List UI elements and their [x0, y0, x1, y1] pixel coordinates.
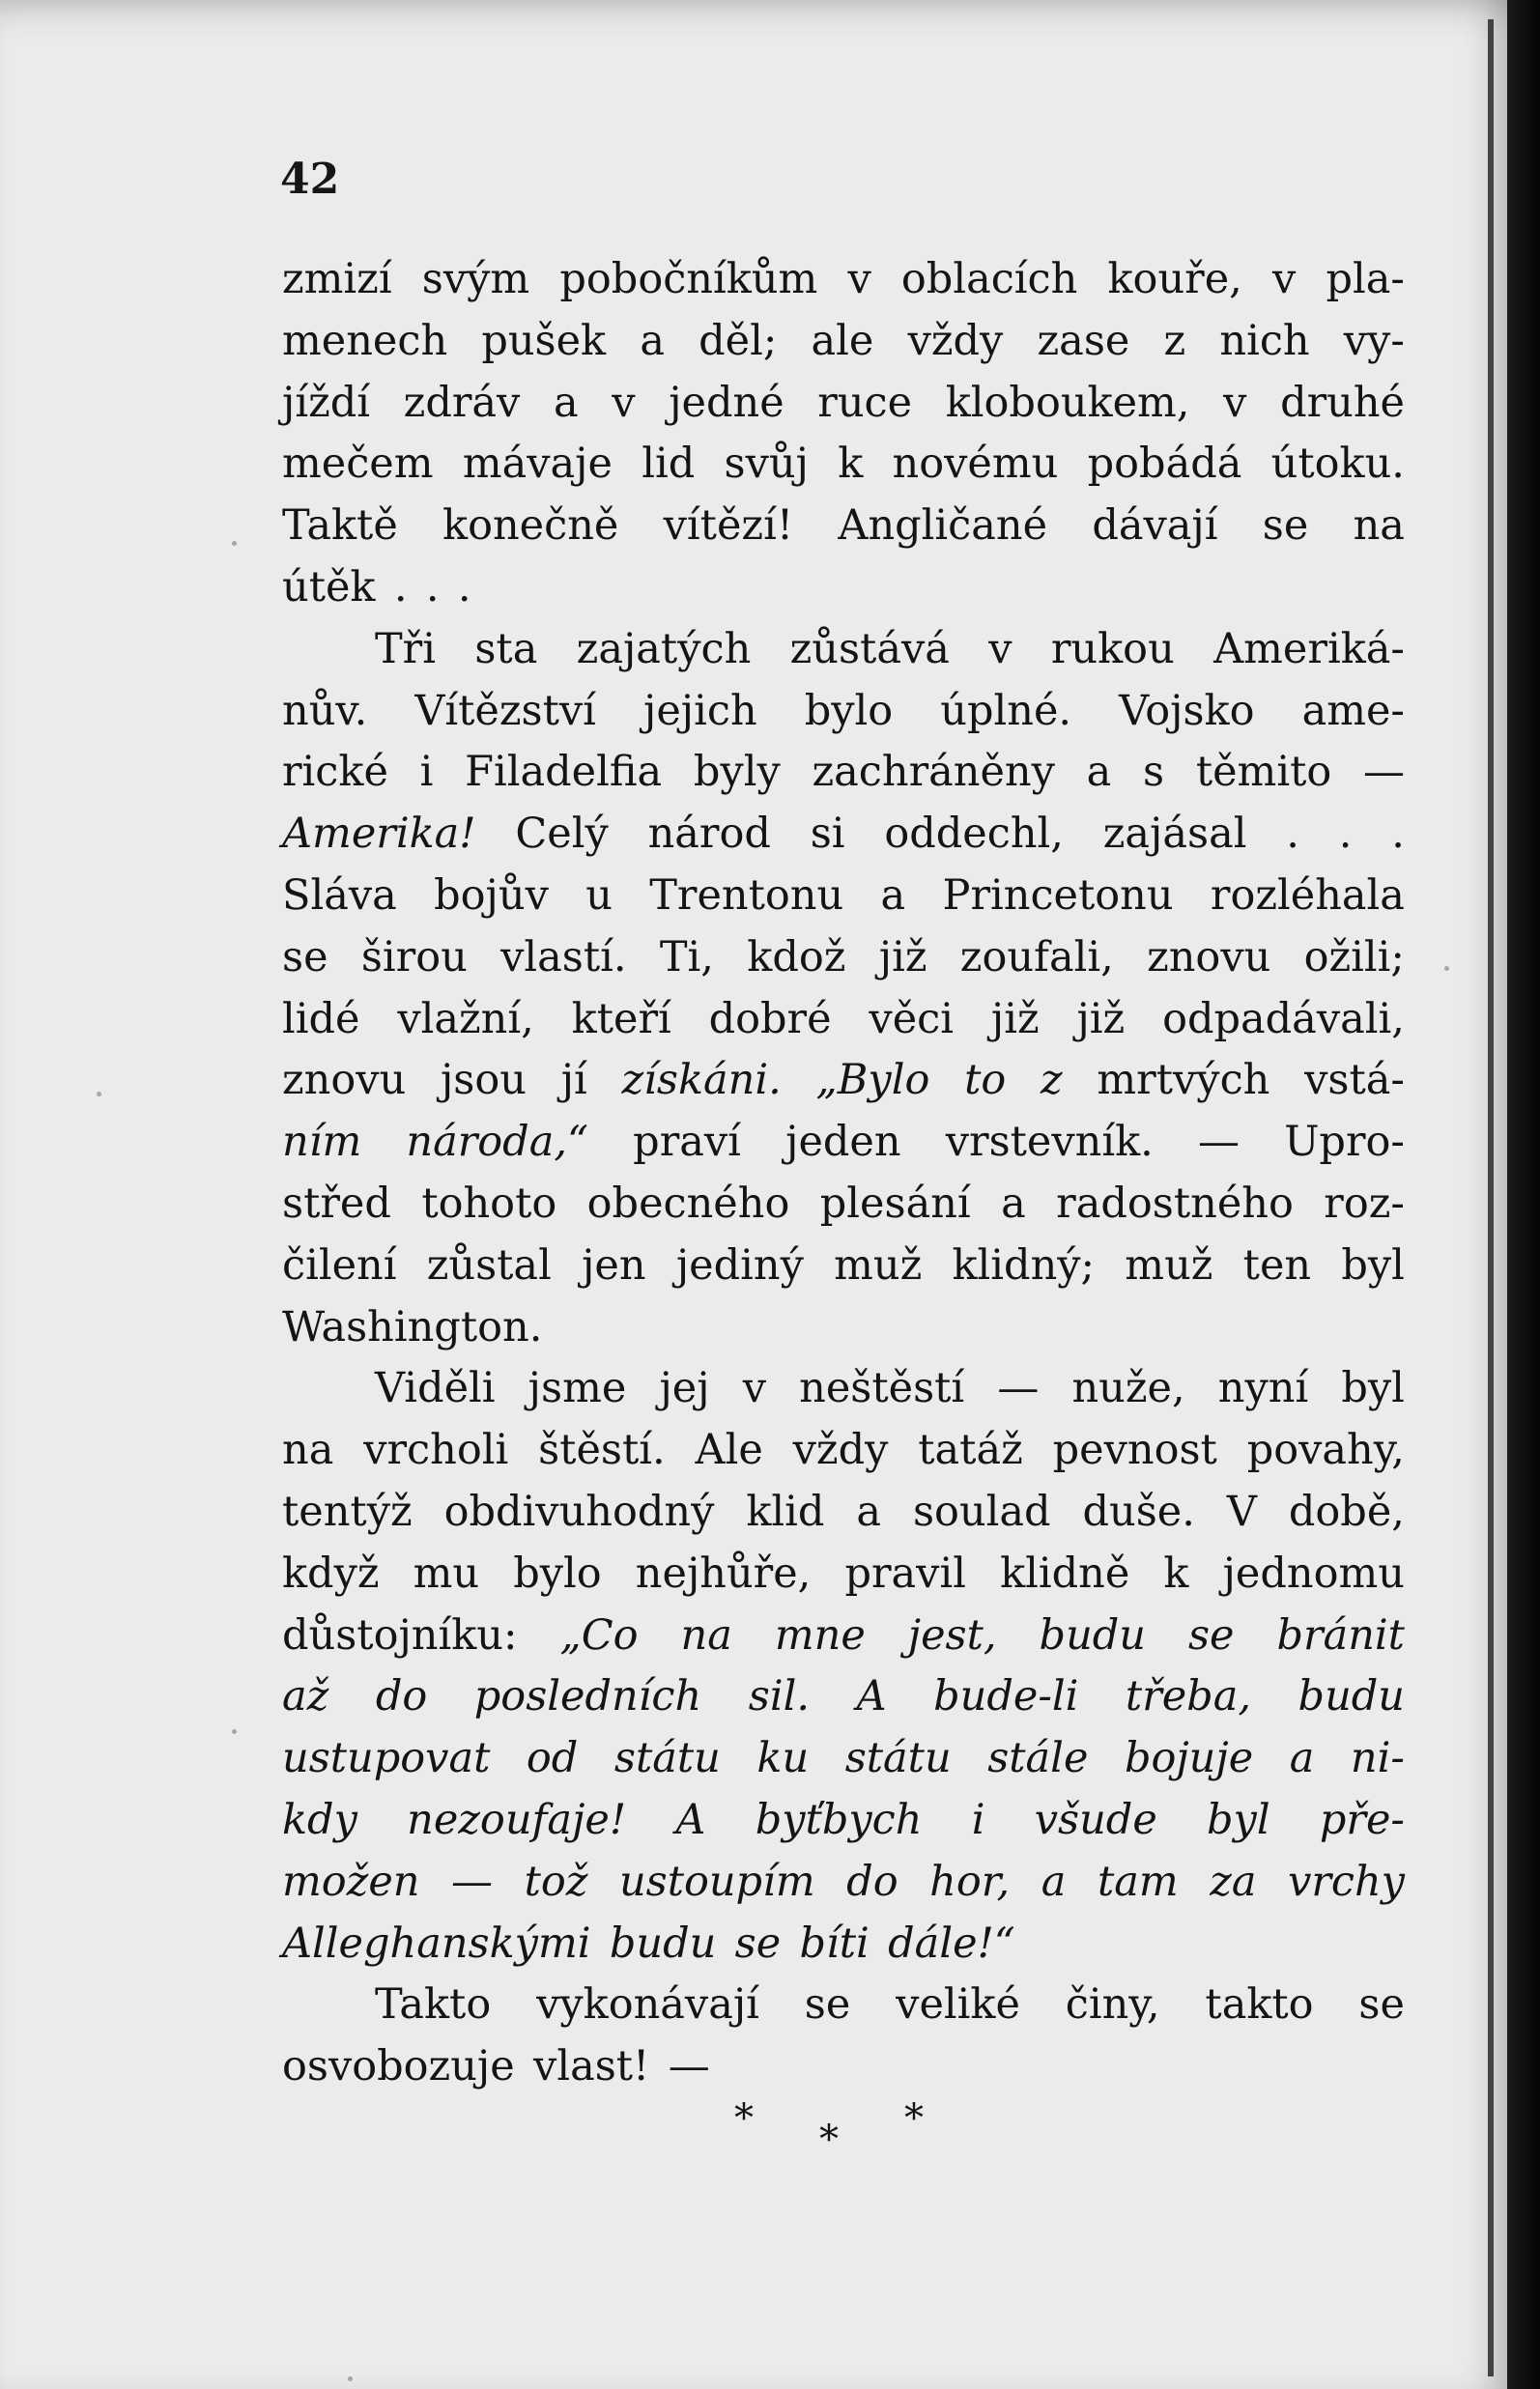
word: Ale — [695, 1426, 763, 1475]
word: klidně — [1000, 1549, 1130, 1598]
word: k — [838, 440, 864, 489]
word: kdož — [747, 932, 846, 981]
word: jest, — [907, 1610, 997, 1660]
word: a — [640, 316, 665, 365]
word: Filadelfia — [465, 748, 663, 797]
word: radostného — [1056, 1179, 1294, 1228]
word: osvobozuje — [282, 2042, 515, 2091]
word: Sláva — [282, 870, 397, 920]
word: . — [1286, 810, 1299, 859]
word: Vítězství — [414, 686, 596, 735]
word: A — [856, 1672, 887, 1721]
word: se — [282, 932, 328, 981]
word: kteří — [571, 994, 671, 1043]
paper-speck — [232, 1729, 237, 1734]
word: věci — [869, 994, 954, 1043]
word: vždy — [907, 316, 1004, 365]
section-divider-asterisks — [734, 2096, 956, 2164]
word: oddechl, — [884, 810, 1064, 859]
word: jednomu — [1222, 1549, 1405, 1598]
word: lid — [642, 440, 696, 489]
word: čilení — [282, 1240, 397, 1290]
word: bojuje — [1124, 1734, 1254, 1783]
word: širou — [360, 932, 468, 981]
word: děl; — [699, 316, 778, 365]
word: ku — [756, 1734, 810, 1783]
word: oblacích — [900, 255, 1078, 303]
word: v — [988, 624, 1012, 673]
text-line — [282, 373, 1405, 435]
word: dále!“ — [888, 1919, 1015, 1968]
word: Celý — [515, 810, 609, 859]
word: — — [1198, 1118, 1241, 1167]
word: ale — [811, 316, 874, 365]
word: se — [1187, 1610, 1235, 1660]
word: byl — [1207, 1795, 1270, 1844]
asterisk: * — [819, 2118, 839, 2162]
word: duše. — [1082, 1487, 1195, 1536]
word: a — [553, 378, 579, 427]
word: vlažní, — [397, 994, 534, 1043]
word: bojův — [434, 870, 549, 920]
word: „Bylo — [815, 1056, 930, 1105]
text-line — [282, 1420, 1405, 1482]
word: všude — [1034, 1795, 1157, 1844]
text-line — [282, 1852, 1405, 1914]
word: zoufali, — [959, 932, 1114, 981]
word: obecného — [586, 1179, 790, 1228]
text-line — [282, 1358, 1405, 1420]
word: klid — [746, 1487, 825, 1536]
word: kdy — [282, 1795, 357, 1844]
word: vlast! — [533, 2042, 650, 2091]
word: plesání — [819, 1179, 971, 1228]
word: odpadávali, — [1162, 994, 1405, 1043]
word: v — [742, 1364, 766, 1413]
text-line — [282, 1236, 1405, 1297]
word: . — [393, 562, 408, 611]
word: rozléhala — [1210, 870, 1405, 920]
word: úplné. — [940, 686, 1072, 735]
word: pla- — [1326, 255, 1405, 303]
word: vždy — [792, 1426, 889, 1475]
asterisk: * — [904, 2096, 924, 2141]
word: ustupovat — [282, 1734, 491, 1783]
word: v — [1271, 255, 1297, 303]
word: se — [734, 1919, 782, 1968]
word: jeden — [785, 1118, 901, 1167]
word: mne — [774, 1610, 866, 1660]
word: dávají — [1092, 501, 1218, 551]
word: rické — [282, 748, 388, 797]
word: Angličané — [838, 501, 1048, 551]
text-line — [282, 1112, 1405, 1174]
text-line — [282, 557, 1405, 619]
word: nich — [1219, 316, 1310, 365]
word: zůstává — [789, 624, 950, 673]
word: se — [1358, 1980, 1405, 2030]
word: v — [1223, 378, 1247, 427]
paper-speck — [348, 2376, 353, 2381]
word: svůj — [724, 440, 809, 489]
word: nyní — [1217, 1364, 1309, 1413]
word: mu — [413, 1549, 480, 1598]
text-line — [282, 1606, 1405, 1667]
word: byťbych — [755, 1795, 923, 1844]
word: kloboukem, — [945, 378, 1190, 427]
text-line — [282, 1544, 1405, 1606]
text-line — [282, 866, 1405, 927]
body-text — [282, 249, 1405, 2098]
text-line — [282, 1050, 1405, 1112]
word: se — [1262, 501, 1309, 551]
word: jedné — [669, 378, 784, 427]
page-edge-shadow — [1488, 19, 1494, 2376]
word: vítězí! — [663, 501, 794, 551]
word: do — [846, 1857, 898, 1906]
word: zajásal — [1102, 810, 1247, 859]
word: hor, — [929, 1857, 1011, 1906]
word: bíti — [799, 1919, 870, 1968]
word: nezoufaje! — [407, 1795, 627, 1844]
word: na — [282, 1426, 334, 1475]
word: činy, — [1065, 1980, 1160, 2030]
word: . — [1391, 810, 1405, 859]
word: když — [282, 1549, 380, 1598]
word: až — [282, 1672, 329, 1721]
word: — — [451, 1857, 494, 1906]
text-line — [282, 619, 1405, 681]
text-line — [282, 1728, 1405, 1790]
word: s — [1143, 748, 1165, 797]
word: štěstí. — [538, 1426, 666, 1475]
word: lidé — [282, 994, 360, 1043]
word: stále — [987, 1734, 1089, 1783]
word: střed — [282, 1179, 391, 1228]
word: jen — [582, 1240, 646, 1290]
word: Taktě — [282, 501, 398, 551]
word: z — [1040, 1056, 1063, 1105]
word: z — [1163, 316, 1186, 365]
word: a — [1041, 1857, 1067, 1906]
paper-speck — [97, 1092, 101, 1096]
word: Takto — [375, 1980, 492, 2030]
word: na — [680, 1610, 732, 1660]
word: již — [878, 932, 927, 981]
word: Vojsko — [1119, 686, 1255, 735]
word: bylo — [804, 686, 894, 735]
word: bránit — [1276, 1610, 1405, 1660]
page-number: 42 — [280, 155, 340, 204]
word: třeba, — [1125, 1672, 1252, 1721]
word: si — [810, 810, 845, 859]
word: u — [585, 870, 613, 920]
text-line — [282, 681, 1405, 743]
word: zmizí — [282, 255, 392, 303]
text-line — [282, 1482, 1405, 1544]
word: možen — [282, 1857, 420, 1906]
word: i — [419, 748, 434, 797]
word: pravil — [844, 1549, 966, 1598]
word: soulad — [912, 1487, 1051, 1536]
word: na — [1353, 501, 1405, 551]
word: mrtvých — [1097, 1056, 1270, 1105]
word: neštěstí — [799, 1364, 965, 1413]
word: ruce — [817, 378, 913, 427]
word: a — [1001, 1179, 1026, 1228]
word: budu — [609, 1919, 717, 1968]
word: Viděli — [375, 1364, 496, 1413]
word: již — [1076, 994, 1126, 1043]
word: vrchy — [1288, 1857, 1405, 1906]
text-line — [282, 434, 1405, 496]
word: . — [1338, 810, 1353, 859]
word: útěk — [282, 562, 376, 611]
word: a — [1289, 1734, 1315, 1783]
word: takto — [1205, 1980, 1314, 2030]
word: budu — [1039, 1610, 1146, 1660]
scan-border — [1507, 0, 1540, 2389]
word: a — [1086, 748, 1112, 797]
word: útoku. — [1270, 440, 1405, 489]
word: veliké — [896, 1980, 1020, 2030]
word: byl — [1341, 1364, 1405, 1413]
word: státu — [844, 1734, 952, 1783]
word: tohoto — [421, 1179, 557, 1228]
word: jej — [659, 1364, 710, 1413]
text-line — [282, 249, 1405, 311]
word: těmito — [1195, 748, 1332, 797]
word: byl — [1341, 1240, 1405, 1290]
word: — — [1362, 748, 1405, 797]
word: zajatých — [576, 624, 752, 673]
word: získáni. — [621, 1056, 782, 1105]
word: pušek — [481, 316, 607, 365]
word: národ — [647, 810, 771, 859]
word: vrcholi — [363, 1426, 509, 1475]
text-line — [282, 1790, 1405, 1852]
word: ním — [282, 1118, 362, 1167]
word: nejhůře, — [635, 1549, 812, 1598]
word: Tři — [375, 624, 436, 673]
word: tož — [524, 1857, 588, 1906]
word: se — [804, 1980, 851, 2030]
word: svým — [421, 255, 530, 303]
word: pevnost — [1052, 1426, 1217, 1475]
word: Princetonu — [942, 870, 1174, 920]
word: sta — [474, 624, 538, 673]
word: . — [457, 562, 471, 611]
word: to — [964, 1056, 1007, 1105]
word: znovu — [282, 1056, 407, 1105]
word: i — [971, 1795, 985, 1844]
word: v — [612, 378, 636, 427]
word: mečem — [282, 440, 434, 489]
word: bude-li — [933, 1672, 1079, 1721]
word: zase — [1037, 316, 1130, 365]
word: tam — [1097, 1857, 1179, 1906]
word: v — [847, 255, 871, 303]
word: ten — [1242, 1240, 1312, 1290]
word: nův. — [282, 686, 368, 735]
word: klidný; — [952, 1240, 1096, 1290]
text-line — [282, 989, 1405, 1051]
word: Trentonu — [649, 870, 844, 920]
word: pobádá — [1087, 440, 1242, 489]
word: menech — [282, 316, 448, 365]
text-line — [282, 2036, 1405, 2098]
word: ame- — [1301, 686, 1405, 735]
word: rukou — [1050, 624, 1175, 673]
word: mávaje — [462, 440, 613, 489]
text-line — [282, 1975, 1405, 2036]
word: vrstevník. — [945, 1118, 1154, 1167]
word: vlastí. — [500, 932, 627, 981]
text-line — [282, 804, 1405, 866]
word: vy- — [1343, 316, 1405, 365]
word: roz- — [1324, 1179, 1405, 1228]
word: — — [997, 1364, 1040, 1413]
text-line — [282, 742, 1405, 804]
word: druhé — [1280, 378, 1405, 427]
word: již — [990, 994, 1040, 1043]
word: jejich — [643, 686, 757, 735]
word: Upro- — [1284, 1118, 1405, 1167]
word: státu — [613, 1734, 721, 1783]
word: a — [856, 1487, 882, 1536]
word: novému — [892, 440, 1059, 489]
word: bylo — [513, 1549, 602, 1598]
text-line — [282, 496, 1405, 557]
word: a — [880, 870, 906, 920]
word: důstojníku: — [282, 1610, 518, 1660]
word: Amerika! — [282, 810, 476, 859]
asterisk: * — [734, 2096, 754, 2141]
word: znovu — [1147, 932, 1271, 981]
word: posledních — [473, 1672, 702, 1721]
word: od — [526, 1734, 579, 1783]
text-line — [282, 311, 1405, 373]
word: jsou — [440, 1056, 527, 1105]
word: národa,“ — [406, 1118, 588, 1167]
word: době, — [1288, 1487, 1405, 1536]
word: za — [1210, 1857, 1257, 1906]
word: praví — [633, 1118, 741, 1167]
word: jí — [560, 1056, 587, 1105]
word: A — [675, 1795, 706, 1844]
word: zůstal — [426, 1240, 552, 1290]
word: Alleghanskými — [282, 1919, 591, 1968]
text-line — [282, 1297, 1405, 1359]
word: pře- — [1319, 1795, 1405, 1844]
word: vstá- — [1304, 1056, 1405, 1105]
word: muž — [834, 1240, 923, 1290]
word: obdivuhodný — [443, 1487, 715, 1536]
word: ustoupím — [618, 1857, 815, 1906]
word: do — [375, 1672, 428, 1721]
word: jíždí — [282, 378, 371, 427]
word: kouře, — [1107, 255, 1242, 303]
word: zachráněny — [812, 748, 1055, 797]
word: pobočníkům — [559, 255, 818, 303]
word: ožili; — [1303, 932, 1405, 981]
word: zdráv — [403, 378, 521, 427]
word: muž — [1125, 1240, 1213, 1290]
word: byly — [693, 748, 781, 797]
word: vykonávají — [536, 1980, 759, 2030]
paper-speck — [232, 541, 237, 546]
word: — — [668, 2042, 710, 2091]
word: jediný — [675, 1240, 804, 1290]
word: Ti, — [659, 932, 714, 981]
word: k — [1163, 1549, 1189, 1598]
paper-speck — [1444, 966, 1449, 971]
word: „Co — [559, 1610, 639, 1660]
word: ni- — [1350, 1734, 1405, 1783]
text-line — [282, 927, 1405, 989]
word: konečně — [442, 501, 619, 551]
text-line — [282, 1914, 1405, 1976]
word: tentýž — [282, 1487, 413, 1536]
text-line — [282, 1666, 1405, 1728]
word: dobré — [708, 994, 832, 1043]
word: Washington. — [282, 1302, 543, 1351]
word: povahy, — [1246, 1426, 1405, 1475]
word: budu — [1298, 1672, 1405, 1721]
word: nuže, — [1071, 1364, 1185, 1413]
word: tatáž — [918, 1426, 1023, 1475]
word: Ameriká- — [1213, 624, 1405, 673]
word: jsme — [528, 1364, 627, 1413]
text-line — [282, 1174, 1405, 1236]
word: sil. — [748, 1672, 810, 1721]
word: V — [1226, 1487, 1257, 1536]
word: . — [425, 562, 440, 611]
